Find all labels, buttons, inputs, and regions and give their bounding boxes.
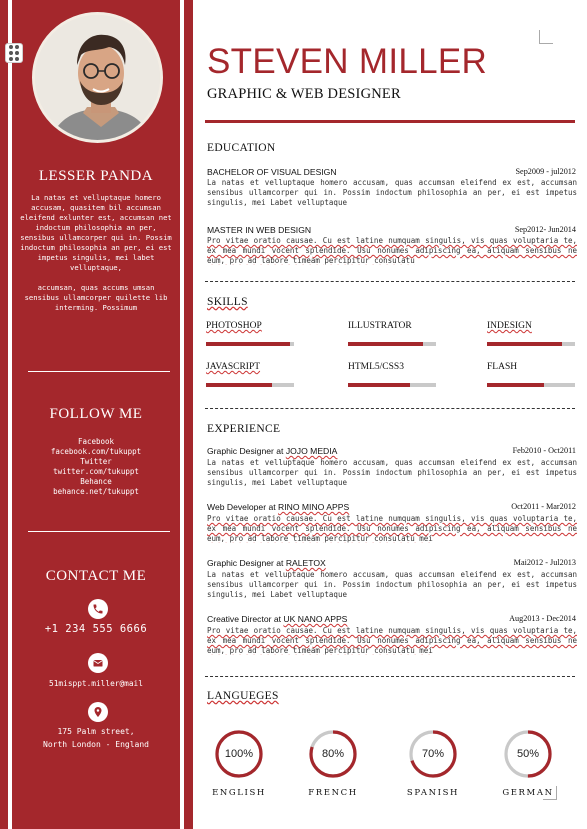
skill-bar-fill [348,342,423,346]
full-name: STEVEN MILLER [207,42,488,81]
experience-title [207,614,347,624]
address-line-1: 175 Palm street, [57,727,135,736]
experience-description: Pro vitae oratio causae. Cu est latine numquam singulis, vis quas voluptaria te, ex mea mundi vocent splendide. Usu nonumes adipiscing ea, aliquam sensibus ne eum, pro ad labore timeam percipitur consulatu mei [207,514,577,543]
experience-heading: EXPERIENCE [207,423,281,435]
skills-heading: SKILLS [207,296,248,308]
skill-bar-fill [206,342,290,346]
experience-role: Creative Director at [207,614,284,624]
education-heading: EDUCATION [207,142,276,154]
language-percent: 80% [321,748,345,760]
language-name: SPANISH [406,788,460,798]
follow-label-facebook: Facebook [77,437,115,446]
language-gauge [503,729,553,779]
email-icon [88,653,108,673]
sidebar-stripe-left [0,0,8,829]
education-description: La natas et velluptaque homero accusam, quas accumsan eleifend ex est, accumsan sensibus ullamcorper qui in. Possim indoctum philosophia an per, ei est impetus singulis, mei Labet velluptaque [207,178,577,207]
education-title: MASTER IN WEB DESIGN [207,225,312,235]
profile-text: La natas et velluptaque homero accusam, quasitem bil accumsan eleifend exlunter est, accumsan net indoctum philosophia an per, sensibus ullamcorper qui in. Possim indoctum philosophia an per, ei est impetus singulis, mei labet velluptaque, accumsan, quas accums umsan sensibus ullamcorper quilette lib interming. Possimum [20,193,172,312]
skill-bar-fill [206,383,272,387]
experience-title [207,558,326,568]
experience-company: RALETOX [285,558,326,568]
experience-description: La natas et velluptaque homero accusam, quas accumsan eleifend ex est, accumsan sensibus ullamcorper qui in. Possim indoctum philosophia an per, ei est impetus singulis, mei Labet velluptaque [207,570,577,599]
language-percent: 50% [516,748,540,760]
skill-name: HTML5/CSS3 [348,362,404,372]
follow-link-facebook[interactable]: facebook.com/tukuppt [50,447,142,456]
section-divider [205,676,575,677]
sidebar-divider [28,371,170,372]
skill-name: PHOTOSHOP [206,321,262,331]
page-corner-mark [539,30,553,44]
skill-bar-fill [348,383,410,387]
language-gauge [408,729,458,779]
language-name: GERMAN [502,788,554,798]
experience-date: Aug2013 - Dec2014 [509,614,576,623]
language-gauge [214,729,264,779]
skill-name: FLASH [487,362,518,372]
education-date: Sep2012- Jun2014 [514,225,576,234]
location-pin-icon [88,702,108,722]
experience-role: Graphic Designer at [207,558,286,568]
experience-role: Web Developer at [207,502,279,512]
contact-title: CONTACT ME [45,568,147,584]
follow-link-behance[interactable]: behance.net/tukuppt [53,487,139,496]
experience-description: La natas et velluptaque homero accusam, quas accumsan eleifend ex est, accumsan sensibus ullamcorper qui in. Possim indoctum philosophia an per, ei est impetus singulis, mei Labet velluptaque [207,458,577,487]
education-title: BACHELOR OF VISUAL DESIGN [207,167,337,177]
experience-title [207,502,349,512]
experience-title [207,446,337,456]
follow-link-twitter[interactable]: twitter.com/tukuppt [53,467,139,476]
drag-handle-icon[interactable] [5,43,23,63]
sidebar [0,0,193,829]
experience-company: JOJO MEDIA [285,446,338,456]
address-line-2: North London - England [43,740,149,749]
phone-number: +1 234 555 6666 [44,623,148,635]
languages-heading: LANGUEGES [207,690,279,702]
skill-bar [348,342,436,346]
experience-description: Pro vitae oratio causae. Cu est latine numquam singulis, vis quas voluptaria te, ex mea mundi vocent splendide. Usu nonumes adipiscing ea, aliquam sensibus ne eum, pro ad labore timeam percipitur consulatu mei [207,626,577,655]
sidebar-stripe-right [184,0,193,829]
section-divider [205,281,575,282]
follow-label-twitter: Twitter [80,457,112,466]
education-description: Pro vitae oratio causae. Cu est latine numquam singulis, vis quas voluptaria te, ex mea mundi vocent splendide. Usu nonumes adipiscing ea, aliquam sensibus ne eum, pro ad labore timeam percipitur consulatu [207,236,577,265]
section-divider [205,408,575,409]
job-title: GRAPHIC & WEB DESIGNER [207,86,401,102]
skill-bar [206,383,294,387]
phone-icon [88,599,108,619]
skill-name: JAVASCRIPT [206,362,261,372]
skill-bar [487,342,575,346]
skill-bar [206,342,294,346]
skill-bar-fill [487,383,544,387]
skill-bar-fill [487,342,562,346]
profile-title: LESSER PANDA [38,168,154,184]
language-percent: 100% [224,748,254,760]
experience-date: Feb2010 - Oct2011 [512,446,576,455]
experience-company: RINO MINO APPS [278,502,350,512]
follow-title: FOLLOW ME [49,406,143,422]
language-name: FRENCH [308,788,358,798]
education-date: Sep2009 - jul2012 [515,167,576,176]
profile-photo [32,12,163,143]
main-content [193,0,587,829]
email-address[interactable]: 51misppt.miller@mail [49,679,143,688]
experience-role: Graphic Designer at [207,446,286,456]
follow-label-behance: Behance [80,477,112,486]
language-gauge [308,729,358,779]
sidebar-divider [28,531,170,532]
language-name: ENGLISH [212,788,266,798]
experience-date: Oct2011 - Mar2012 [511,502,576,511]
skill-bar [348,383,436,387]
header-rule [205,120,575,123]
language-percent: 70% [421,748,445,760]
experience-date: Mai2012 - Jul2013 [513,558,576,567]
skill-name: INDESIGN [487,321,532,331]
skill-name: ILLUSTRATOR [348,321,412,331]
skill-bar [487,383,575,387]
experience-company: UK NANO APPS [283,614,348,624]
